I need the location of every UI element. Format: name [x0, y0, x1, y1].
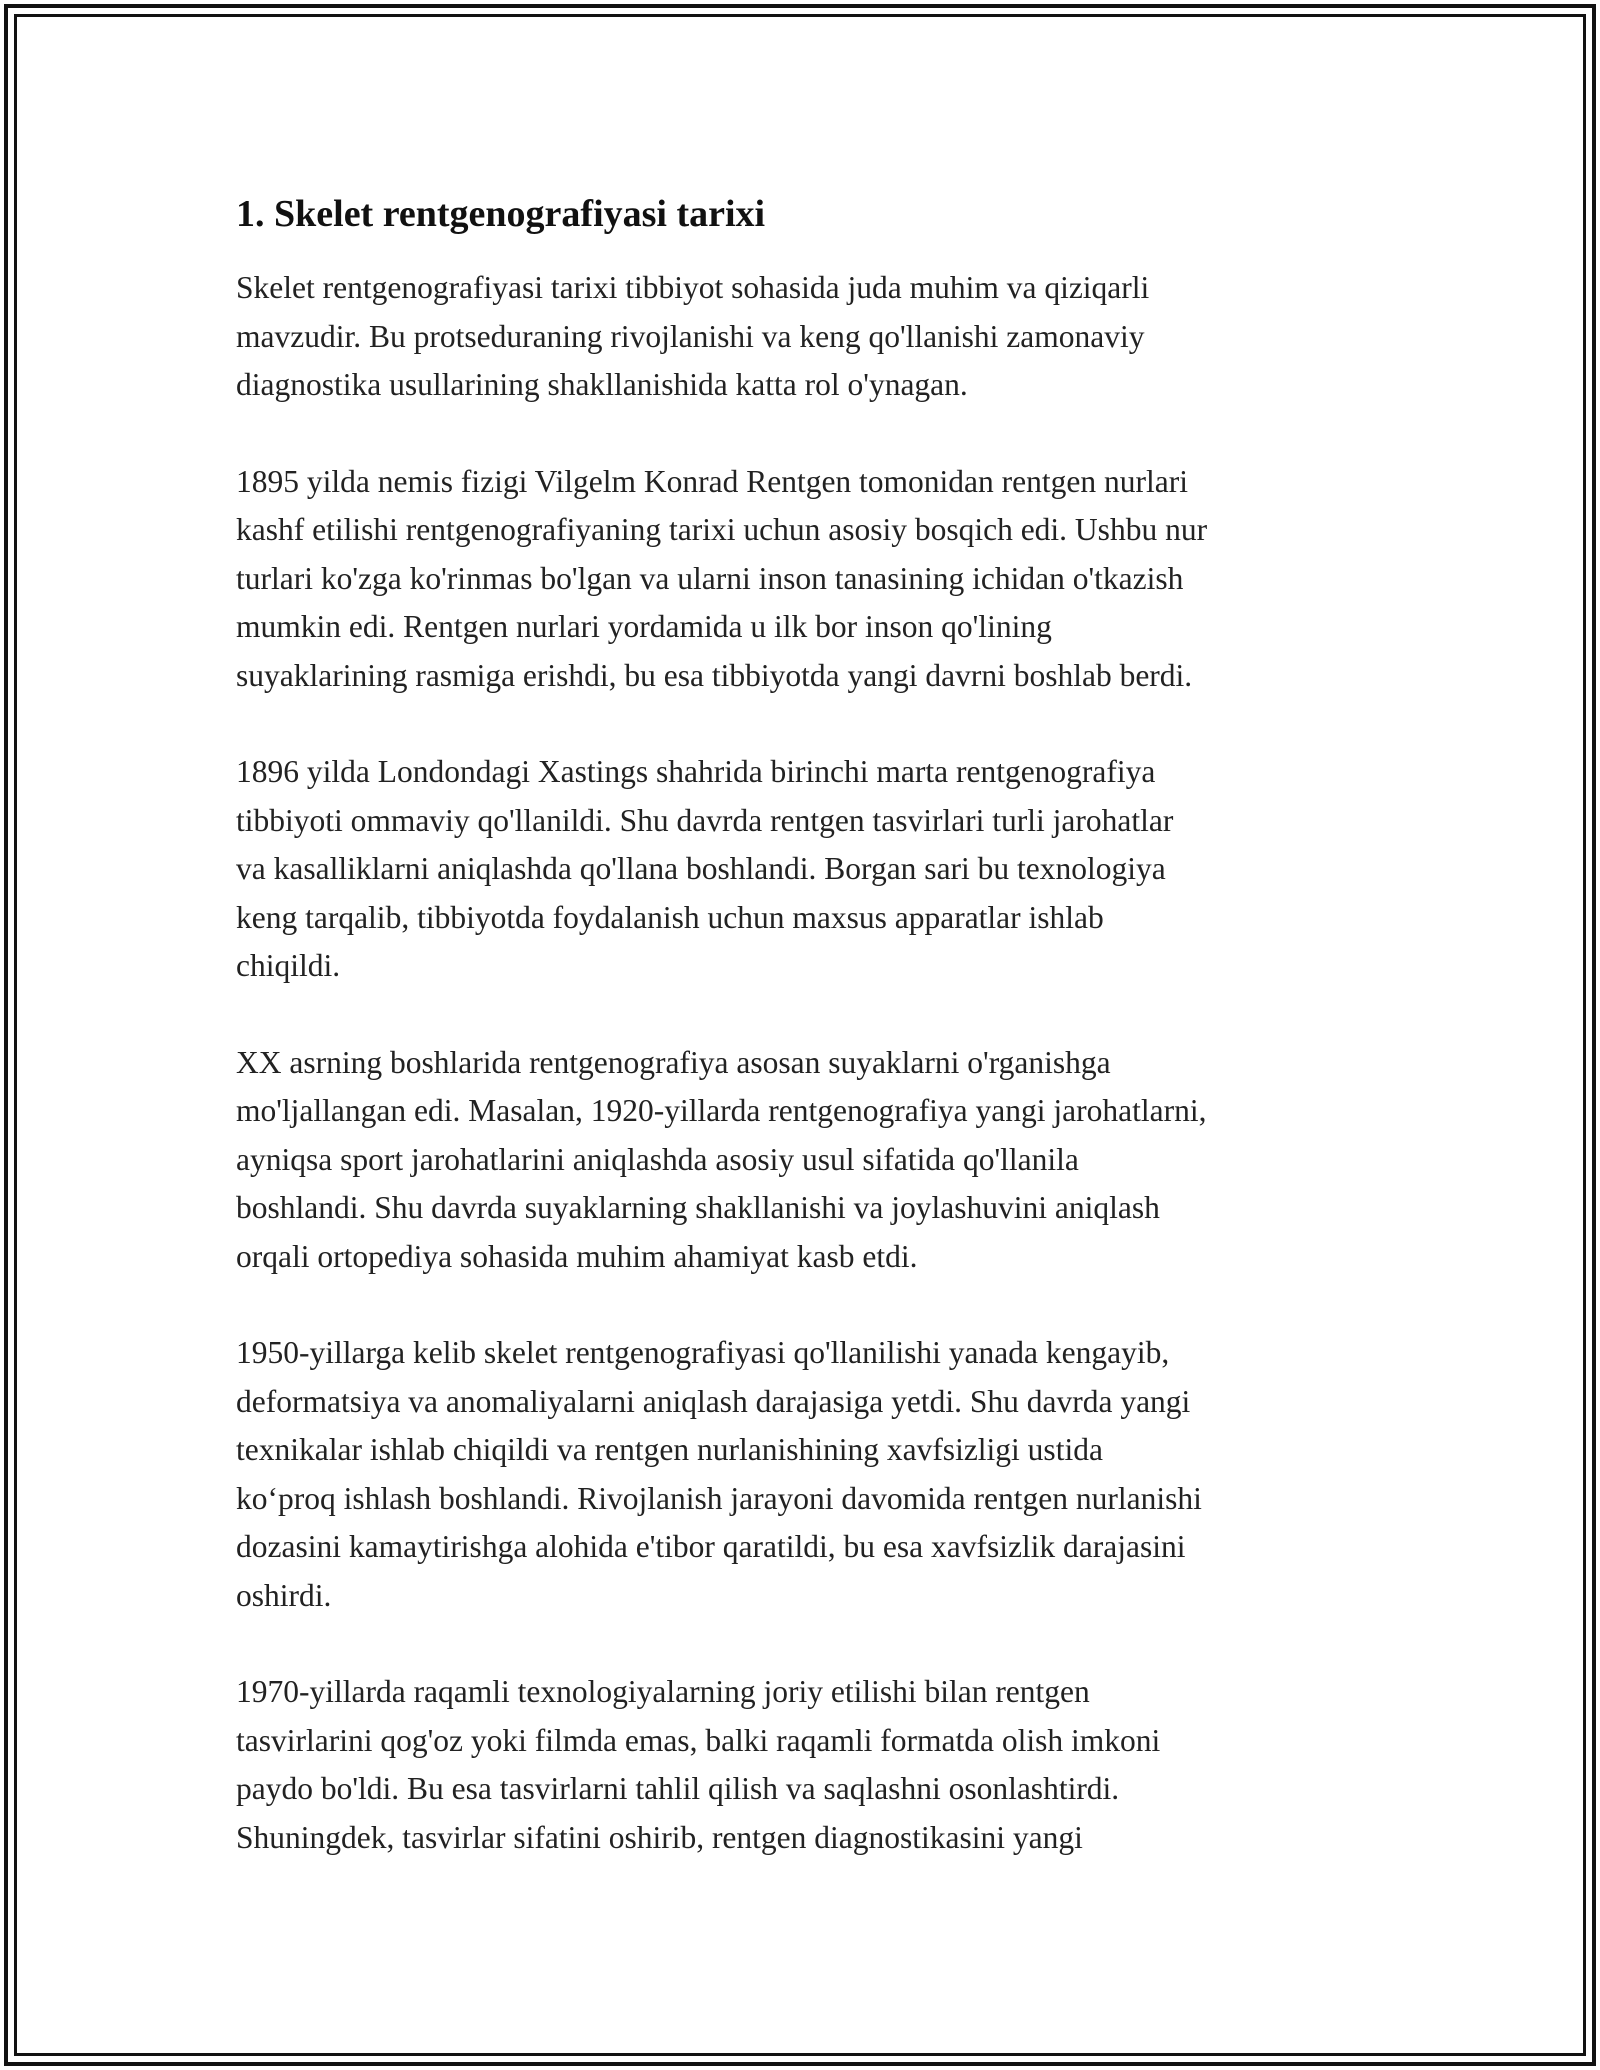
paragraph — [236, 748, 1396, 991]
paragraph-line: Shuningdek, tasvirlar sifatini oshirib, rentgen diagnostikasini yangi — [236, 1819, 1083, 1855]
section-heading: 1. Skelet rentgenografiyasi tarixi — [236, 193, 766, 235]
paragraph — [236, 458, 1396, 701]
paragraph — [236, 264, 1396, 410]
paragraph-line: diagnostika usullarining shakllanishida katta rol o'ynagan. — [236, 367, 968, 402]
paragraph-line: mavzudir. Bu protseduraning rivojlanishi va keng qo'llanishi zamonaviy — [236, 318, 1145, 354]
paragraph-line: boshlandi. Shu davrda suyaklarning shakllanishi va joylashuvini aniqlash — [236, 1190, 1160, 1225]
paragraph-line: deformatsiya va anomaliyalarni aniqlash darajasiga yetdi. Shu davrda yangi — [236, 1383, 1191, 1419]
paragraph-line: texnikalar ishlab chiqildi va rentgen nurlanishining xavfsizligi ustida — [236, 1432, 1103, 1467]
paragraph-line: mumkin edi. Rentgen nurlari yordamida u ilk bor inson qo'lining — [236, 609, 1052, 644]
paragraph-line: paydo bo'ldi. Bu esa tasvirlarni tahlil qilish va saqlashni osonlashtirdi. — [236, 1771, 1120, 1806]
paragraph-line: tasvirlarini qog'oz yoki filmda emas, balki raqamli formatda olish imkoni — [236, 1722, 1161, 1758]
paragraph-line: orqali ortopediya sohasida muhim ahamiyat kasb etdi. — [236, 1238, 918, 1274]
paragraph-line: ko‘proq ishlash boshlandi. Rivojlanish jarayoni davomida rentgen nurlanishi — [236, 1480, 1202, 1516]
paragraph-line: ayniqsa sport jarohatlarini aniqlashda asosiy usul sifatida qo'llanila — [236, 1141, 1079, 1177]
paragraph-line: XX asrning boshlarida rentgenografiya asosan suyaklarni o'rganishga — [236, 1044, 1111, 1080]
paragraph — [236, 1039, 1396, 1282]
paragraph-line: oshirdi. — [236, 1577, 332, 1613]
paragraph-line: 1896 yilda Londondagi Xastings shahrida birinchi marta rentgenografiya — [236, 754, 1156, 789]
paragraph-line: chiqildi. — [236, 948, 341, 983]
paragraph-line: tibbiyoti ommaviy qo'llanildi. Shu davrda rentgen tasvirlari turli jarohatlar — [236, 802, 1174, 838]
paragraph-line: 1895 yilda nemis fizigi Vilgelm Konrad Rentgen tomonidan rentgen nurlari — [236, 463, 1188, 499]
paragraph-line: 1950-yillarga kelib skelet rentgenografiyasi qo'llanilishi yanada kengayib, — [236, 1335, 1170, 1370]
paragraph-line: turlari ko'zga ko'rinmas bo'lgan va ularni inson tanasining ichidan o'tkazish — [236, 560, 1184, 596]
paragraph-line: kashf etilishi rentgenografiyaning tarixi uchun asosiy bosqich edi. Ushbu nur — [236, 512, 1208, 547]
paragraph-line: keng tarqalib, tibbiyotda foydalanish uchun maxsus apparatlar ishlab — [236, 899, 1104, 935]
paragraph-line: suyaklarining rasmiga erishdi, bu esa tibbiyotda yangi davrni boshlab berdi. — [236, 657, 1193, 693]
paragraph-line: dozasini kamaytirishga alohida e'tibor qaratildi, bu esa xavfsizlik darajasini — [236, 1529, 1186, 1564]
paragraph-line: Skelet rentgenografiyasi tarixi tibbiyot sohasida juda muhim va qiziqarli — [236, 270, 1150, 305]
paragraph-line: 1970-yillarda raqamli texnologiyalarning joriy etilishi bilan rentgen — [236, 1674, 1090, 1709]
document-content — [236, 186, 1396, 1862]
paragraph-line: va kasalliklarni aniqlashda qo'llana boshlandi. Borgan sari bu texnologiya — [236, 851, 1166, 886]
paragraph — [236, 1329, 1396, 1620]
paragraph-line: mo'ljallangan edi. Masalan, 1920-yillarda rentgenografiya yangi jarohatlarni, — [236, 1093, 1207, 1128]
paragraph — [236, 1668, 1396, 1862]
